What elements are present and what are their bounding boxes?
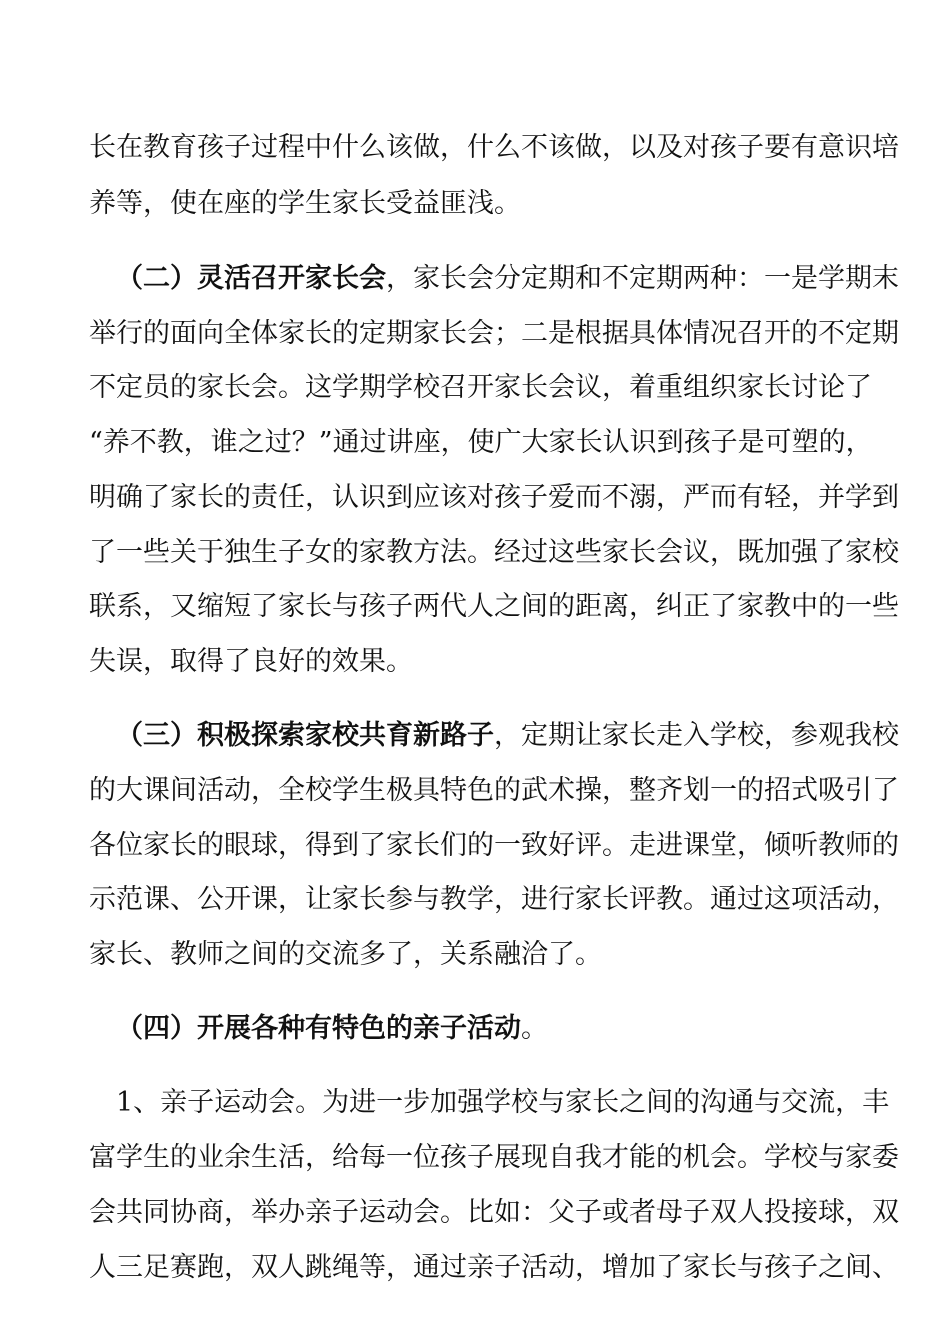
paragraph-line: 人三足赛跑，双人跳绳等，通过亲子活动，增加了家长与孩子之间、: [89, 1252, 899, 1283]
paragraph-first-line: 1、亲子运动会。为进一步加强学校与家长之间的沟通与交流，丰: [116, 1087, 890, 1118]
paragraph-line: 举行的面向全体家长的定期家长会；二是根据具体情况召开的不定期: [89, 318, 899, 349]
paragraph-line: 会共同协商，举办亲子运动会。比如：父子或者母子双人投接球，双: [89, 1197, 899, 1228]
section-heading-2: （二）灵活召开家长会: [116, 263, 386, 294]
paragraph-text: ，家长会分定期和不定期两种：一是学期末: [386, 263, 899, 294]
paragraph-line: 各位家长的眼球，得到了家长们的一致好评。走进课堂，倾听教师的: [89, 830, 899, 861]
paragraph-line: 长在教育孩子过程中什么该做，什么不该做，以及对孩子要有意识培: [89, 132, 899, 163]
paragraph-line: 不定员的家长会。这学期学校召开家长会议，着重组织家长讨论了: [89, 372, 872, 403]
paragraph-line: 家长、教师之间的交流多了，关系融洽了。: [89, 939, 602, 970]
section-heading-4: （四）开展各种有特色的亲子活动: [116, 1013, 521, 1044]
paragraph-line: 了一些关于独生子女的家教方法。经过这些家长会议，既加强了家校: [89, 537, 899, 568]
paragraph-line: 富学生的业余生活，给每一位孩子展现自我才能的机会。学校与家委: [89, 1142, 899, 1173]
paragraph-line: 明确了家长的责任，认识到应该对孩子爱而不溺，严而有轻，并学到: [89, 482, 899, 513]
paragraph-line: “养不教，谁之过？”通过讲座，使广大家长认识到孩子是可塑的，: [89, 427, 873, 458]
paragraph-line: 的大课间活动，全校学生极具特色的武术操，整齐划一的招式吸引了: [89, 775, 899, 806]
paragraph-line: 示范课、公开课，让家长参与教学，进行家长评教。通过这项活动，: [89, 884, 899, 915]
paragraph-text: 。: [521, 1013, 548, 1044]
paragraph-line: 失误，取得了良好的效果。: [89, 646, 413, 677]
paragraph-first-line: [116, 1009, 861, 1049]
paragraph-first-line: [116, 716, 899, 756]
section-heading-3: （三）积极探索家校共育新路子: [116, 720, 494, 751]
paragraph-line: 养等，使在座的学生家长受益匪浅。: [89, 188, 521, 219]
paragraph-text: ，定期让家长走入学校，参观我校: [494, 720, 899, 751]
paragraph-first-line: [116, 259, 899, 299]
paragraph-line: 联系，又缩短了家长与孩子两代人之间的距离，纠正了家教中的一些: [89, 591, 899, 622]
